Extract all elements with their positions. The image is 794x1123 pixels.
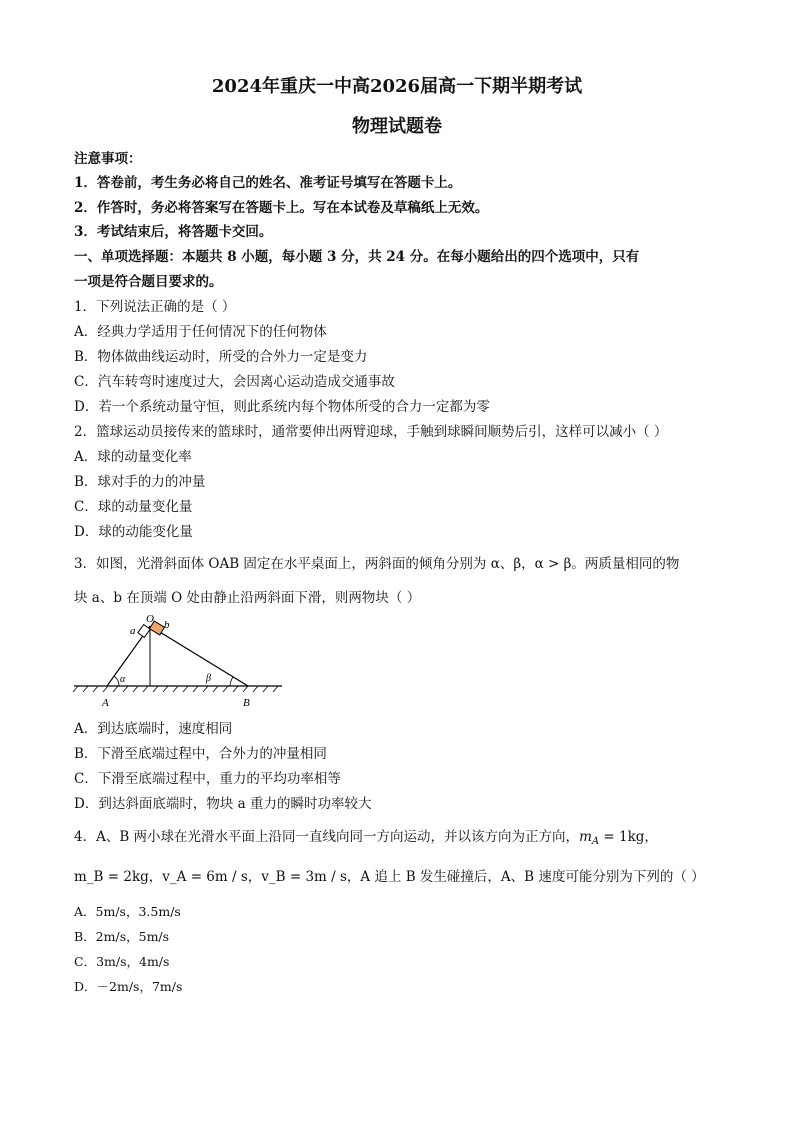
label-beta: β [206,673,211,684]
q2-option-d: D．球的动能变化量 [74,524,193,540]
q2-stem: 2．篮球运动员接传来的篮球时，通常要伸出两臂迎球，手触到球瞬间顺势后引，这样可以减小（ ） [74,424,668,440]
q4-option-a: A．5m/s，3.5m/s [74,904,181,919]
q1-stem: 1．下列说法正确的是（ ） [74,299,236,315]
q3-stem-line1: 3．如图，光滑斜面体 OAB 固定在水平桌面上，两斜面的倾角分别为 α、β，α > β。两质量相同的物 [74,556,680,572]
notice-item-3: 3．考试结束后，将答题卡交回。 [74,224,273,240]
label-a: a [130,625,136,637]
q4-option-d: D．－2m/s，7m/s [74,979,183,994]
q2-option-c: C．球的动量变化量 [74,499,193,515]
q2-option-a: A．球的动量变化率 [74,449,192,465]
label-b: b [164,619,170,631]
q3-option-c: C．下滑至底端过程中，重力的平均功率相等 [74,771,341,787]
incline-figure [70,612,290,712]
q4-stem-text: 4．A、B 两小球在光滑水平面上沿同一直线向同一方向运动，并以该方向为正方向， [74,829,580,845]
angle-beta-arc [230,677,233,686]
label-A: A [102,697,109,709]
q4-mass-a-subscript: A [591,836,600,847]
incline-OB [150,626,248,686]
label-B: B [243,697,250,709]
section-heading-line2: 一项是符合题目要求的。 [74,274,223,290]
q4-option-b: B．2m/s，5m/s [74,929,170,944]
ground-hatching [73,686,278,692]
exam-title: 2024年重庆一中高2026届高一下期半期考试 [211,76,583,97]
q1-option-b: B．物体做曲线运动时，所受的合外力一定是变力 [74,349,368,365]
angle-alpha-arc [114,676,119,686]
q3-option-a: A．到达底端时，速度相同 [74,721,233,737]
q2-option-b: B．球对手的力的冲量 [74,474,206,490]
q4-stem-line1 [74,828,658,851]
q4-mass-a-value: = 1kg， [599,829,658,845]
q3-stem-line2: 块 a、b 在顶端 O 处由静止沿两斜面下滑，则两物块（ ） [74,590,421,606]
section-heading-line1: 一、单项选择题：本题共 8 小题，每小题 3 分，共 24 分。在每小题给出的四个选项中，只有 [74,249,640,265]
q4-option-c: C．3m/s，4m/s [74,954,170,969]
label-alpha: α [120,674,126,685]
notice-heading: 注意事项： [74,151,142,167]
q1-option-d: D．若一个系统动量守恒，则此系统内每个物体所受的合力一定都为零 [74,399,490,415]
notice-item-2: 2．作答时，务必将答案写在答题卡上。写在本试卷及草稿纸上无效。 [74,200,489,216]
exam-subtitle: 物理试题卷 [352,116,442,137]
notice-item-1: 1．答卷前，考生务必将自己的姓名、准考证号填写在答题卡上。 [74,175,462,191]
q3-option-d: D．到达斜面底端时，物块 a 重力的瞬时功率较大 [74,796,372,812]
q1-option-c: C．汽车转弯时速度过大，会因离心运动造成交通事故 [74,374,395,390]
q3-option-b: B．下滑至底端过程中，合外力的冲量相同 [74,746,327,762]
block-a [138,625,150,638]
q1-option-a: A．经典力学适用于任何情况下的任何物体 [74,324,327,340]
label-O: O [146,613,154,625]
q4-stem-line2: m_B = 2kg，v_A = 6m / s，v_B = 3m / s，A 追上 B 发生碰撞后，A、B 速度可能分别为下列的（ ） [74,869,705,885]
q4-mass-a-symbol: m [579,829,592,845]
